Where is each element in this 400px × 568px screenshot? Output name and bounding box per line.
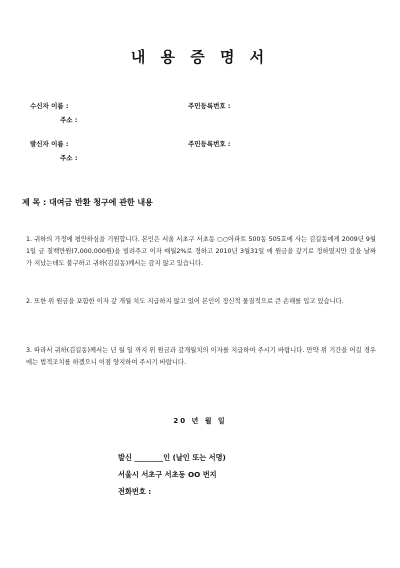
paragraph-3: 3. 따라서 귀하(김길동)께서는 년 월 일 까지 위 원금과 갚개월치의 이자를 지급하여 주시기 바랍니다. 만약 위 기간을 어길 경우에는 법적조치를 하겠으니 이점 양지하여 주시기 바랍니다. (26, 347, 376, 366)
sender-name-label: 발신자 이름 : (30, 140, 69, 148)
paragraph-1: 1. 귀하의 가정에 평안하심을 기원합니다. 본인은 서울 서초구 서초동 ○○아파트 500동 505호에 사는 김길동에게 2009년 9월1일 금 칠백만원(7,000,000원)을 빌려주고 이자 매월2%로 정하고 2010년 3월31일 에 원금을 갚기로 정하였지만 갚을 날짜가 지났는데도 불구하고 귀하(김길동)께서는 갚지 않고 있습니다. (26, 236, 376, 267)
recipient-id-label: 주민등록번호 : (188, 102, 231, 110)
date-line: 20 년 월 일 (173, 417, 227, 425)
sender-address-line: 서울시 서초구 서초동 OO 번지 (118, 470, 217, 479)
paragraph-2: 2. 또한 위 원금을 포함한 이자 갚 개월 치도 지급하지 않고 있어 본인이 정신적 물질적으로 큰 손해를 입고 있습니다. (26, 298, 344, 305)
sender-id-label: 주민등록번호 : (188, 140, 231, 148)
recipient-address-label: 주소 : (60, 116, 78, 124)
subject-line: 제 목 : 대여금 반환 청구에 관한 내용 (22, 198, 153, 207)
recipient-name-label: 수신자 이름 : (30, 102, 69, 110)
signature-line: 발신 ________인 (날인 또는 서명) (118, 453, 226, 462)
sender-address-label: 주소 : (60, 154, 78, 162)
phone-label: 전화번호 : (118, 487, 152, 496)
document-title: 내 용 증 명 서 (130, 48, 270, 66)
